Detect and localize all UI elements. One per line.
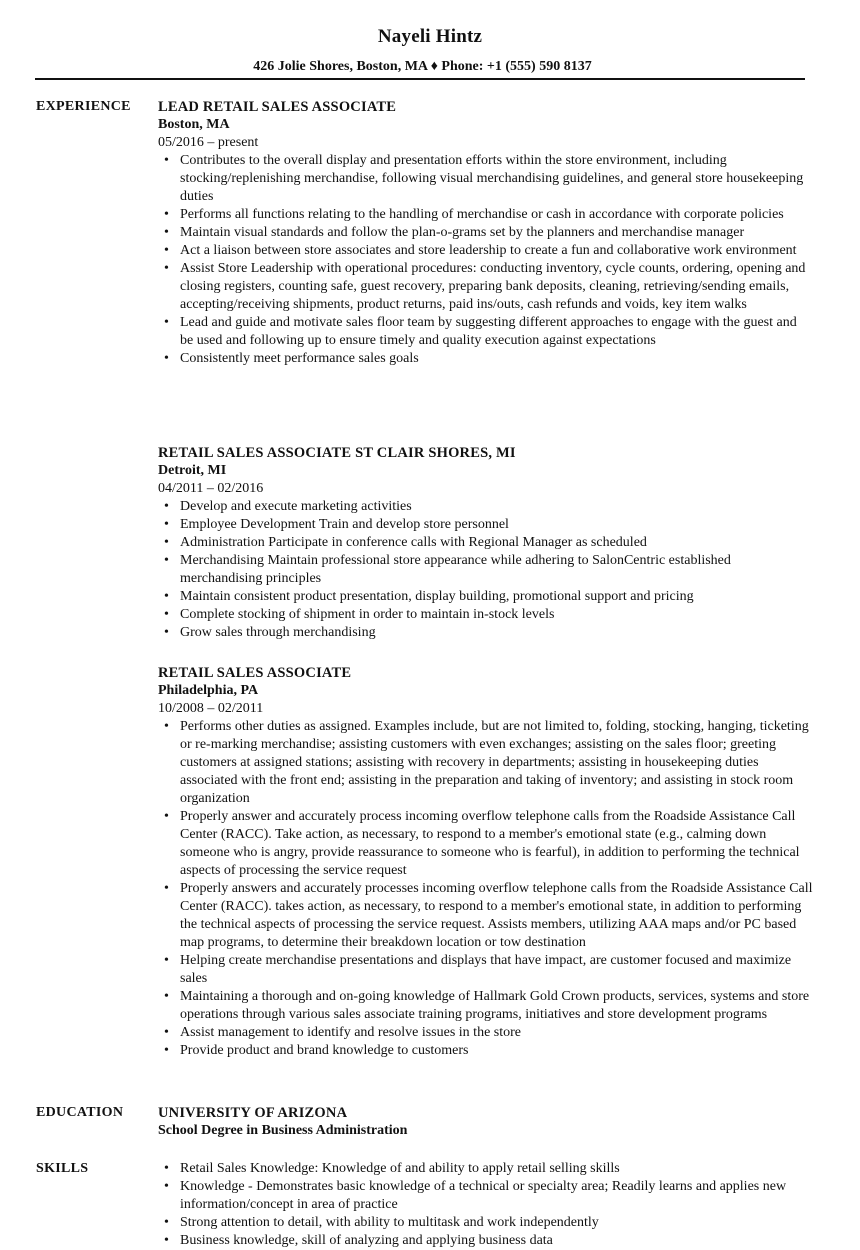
bullet-text: Consistently meet performance sales goals [180,351,419,366]
header-divider [35,78,805,80]
bullet-item [158,1042,813,1060]
job-bullets [158,718,813,1060]
job-title: RETAIL SALES ASSOCIATE ST CLAIR SHORES, MI [158,445,516,461]
bullet-item [158,206,813,224]
bullet-text: Performs all functions relating to the handling of merchandise or cash in accordance with corporate policies [180,207,784,222]
bullet-item [158,534,813,552]
bullet-icon: • [164,881,169,896]
bullet-icon: • [164,607,169,622]
bullet-icon: • [164,499,169,514]
bullet-item [158,808,813,880]
bullet-icon: • [164,589,169,604]
job-bullets [158,152,813,368]
bullet-icon: • [164,517,169,532]
bullet-item [158,260,813,314]
bullet-text: Provide product and brand knowledge to customers [180,1043,469,1058]
bullet-item [158,588,813,606]
skills-entry [158,1160,813,1250]
job-entry [158,98,813,368]
skills-list [158,1160,813,1250]
bullet-text: Employee Development Train and develop store personnel [180,517,509,532]
bullet-icon: • [164,351,169,366]
bullet-item [158,1232,813,1250]
bullet-item [158,242,813,260]
bullet-icon: • [164,243,169,258]
bullet-text: Develop and execute marketing activities [180,499,412,514]
bullet-icon: • [164,553,169,568]
degree: School Degree in Business Administration [158,1123,408,1138]
bullet-item [158,1160,813,1178]
contact-line: 426 Jolie Shores, Boston, MA ♦ Phone: +1 (555) 590 8137 [253,59,592,74]
bullet-item [158,552,813,588]
bullet-item [158,350,813,368]
bullet-icon: • [164,225,169,240]
bullet-text: Maintaining a thorough and on-going knowledge of Hallmark Gold Crown products, services, systems and store operations through various sales associate training programs, initiatives and store development programs [180,989,810,1022]
job-location: Boston, MA [158,117,230,132]
job-location: Detroit, MI [158,463,227,478]
bullet-icon: • [164,953,169,968]
section-heading-education: EDUCATION [36,1105,124,1120]
bullet-icon: • [164,153,169,168]
bullet-text: Properly answer and accurately process incoming overflow telephone calls from the Roadside Assistance Call Center (RACC). Take action, as necessary, to respond to a member's emotional state (e.g., calming down someone who is angry, provide reassurance to someone who is fearful), in addition to performing the technical aspects of processing the service request [180,809,800,878]
bullet-text: Business knowledge, skill of analyzing and applying business data [180,1233,553,1248]
bullet-text: Administration Participate in conference calls with Regional Manager as scheduled [180,535,647,550]
bullet-icon: • [164,625,169,640]
job-dates: 04/2011 – 02/2016 [158,481,264,496]
bullet-text: Contributes to the overall display and presentation efforts within the store environment, including stocking/replenishing merchandise, following visual merchandising guidelines, and general store housekeeping duties [180,153,804,204]
bullet-text: Retail Sales Knowledge: Knowledge of and ability to apply retail selling skills [180,1161,620,1176]
bullet-text: Complete stocking of shipment in order to maintain in-stock levels [180,607,555,622]
bullet-item [158,1178,813,1214]
bullet-icon: • [164,1233,169,1248]
bullet-text: Maintain visual standards and follow the plan-o-grams set by the planners and merchandise manager [180,225,745,240]
bullet-item [158,516,813,534]
bullet-text: Knowledge - Demonstrates basic knowledge of a technical or specialty area; Readily learns and applies new information/concept in area of practice [180,1179,787,1212]
bullet-item [158,606,813,624]
bullet-item [158,1024,813,1042]
bullet-text: Merchandising Maintain professional store appearance while adhering to SalonCentric established merchandising principles [180,553,731,586]
bullet-item [158,624,813,642]
bullet-text: Properly answers and accurately processes incoming overflow telephone calls from the Roadside Assistance Call Center (RACC). takes action, as necessary, to respond to a member's emotional state, in addition to performing the technical aspects of processing the service request. Assists members, utilizing AAA maps and/or PC based map programs, to determine their breakdown location or tow destination [180,881,813,950]
bullet-icon: • [164,1161,169,1176]
bullet-icon: • [164,1179,169,1194]
section-heading-skills: SKILLS [36,1161,89,1176]
bullet-item [158,952,813,988]
bullet-icon: • [164,1025,169,1040]
bullet-text: Act a liaison between store associates and store leadership to create a fun and collaborative work environment [180,243,797,258]
bullet-item [158,880,813,952]
bullet-item [158,224,813,242]
job-dates: 05/2016 – present [158,135,259,150]
job-entry [158,444,813,642]
bullet-icon: • [164,719,169,734]
education-entry [158,1104,813,1140]
bullet-icon: • [164,989,169,1004]
bullet-item [158,498,813,516]
job-entry [158,664,813,1060]
bullet-text: Maintain consistent product presentation, display building, promotional support and pricing [180,589,694,604]
bullet-item [158,152,813,206]
bullet-text: Assist management to identify and resolve issues in the store [180,1025,521,1040]
bullet-item [158,988,813,1024]
job-dates: 10/2008 – 02/2011 [158,701,264,716]
candidate-name: Nayeli Hintz [377,26,483,47]
section-heading-experience: EXPERIENCE [36,99,131,114]
school-name: UNIVERSITY OF ARIZONA [158,1105,348,1121]
bullet-text: Strong attention to detail, with ability to multitask and work independently [180,1215,599,1230]
bullet-icon: • [164,207,169,222]
bullet-text: Performs other duties as assigned. Examples include, but are not limited to, folding, stocking, hanging, ticketing or re-marking merchandise; assisting customers with even exchanges; assisting on the sales floor; greeting customers at assigned stations; assisting with recovery in departments; assisting in housekeeping duties associated with the front end; assisting in the preparation and taking of inventory; and assisting in stock room organization [180,719,809,806]
job-title: RETAIL SALES ASSOCIATE [158,665,352,681]
bullet-icon: • [164,1215,169,1230]
bullet-icon: • [164,1043,169,1058]
bullet-item [158,314,813,350]
bullet-text: Assist Store Leadership with operational procedures: conducting inventory, cycle counts, ordering, opening and closing registers, counting safe, guest recovery, preparing bank deposits, cleaning, retrieving/sending emails, accepting/receiving shipments, product returns, paid ins/outs, cash refunds and voids, key item walks [180,261,806,312]
bullet-icon: • [164,535,169,550]
job-bullets [158,498,813,642]
job-location: Philadelphia, PA [158,683,259,698]
bullet-text: Helping create merchandise presentations and displays that have impact, are customer focused and maximize sales [180,953,792,986]
bullet-text: Lead and guide and motivate sales floor team by suggesting different approaches to engage with the guest and be used and following up to ensure timely and quality execution against expectations [180,315,797,348]
bullet-icon: • [164,809,169,824]
bullet-item [158,718,813,808]
job-title: LEAD RETAIL SALES ASSOCIATE [158,99,397,115]
bullet-item [158,1214,813,1232]
bullet-text: Grow sales through merchandising [180,625,376,640]
bullet-icon: • [164,261,169,276]
bullet-icon: • [164,315,169,330]
